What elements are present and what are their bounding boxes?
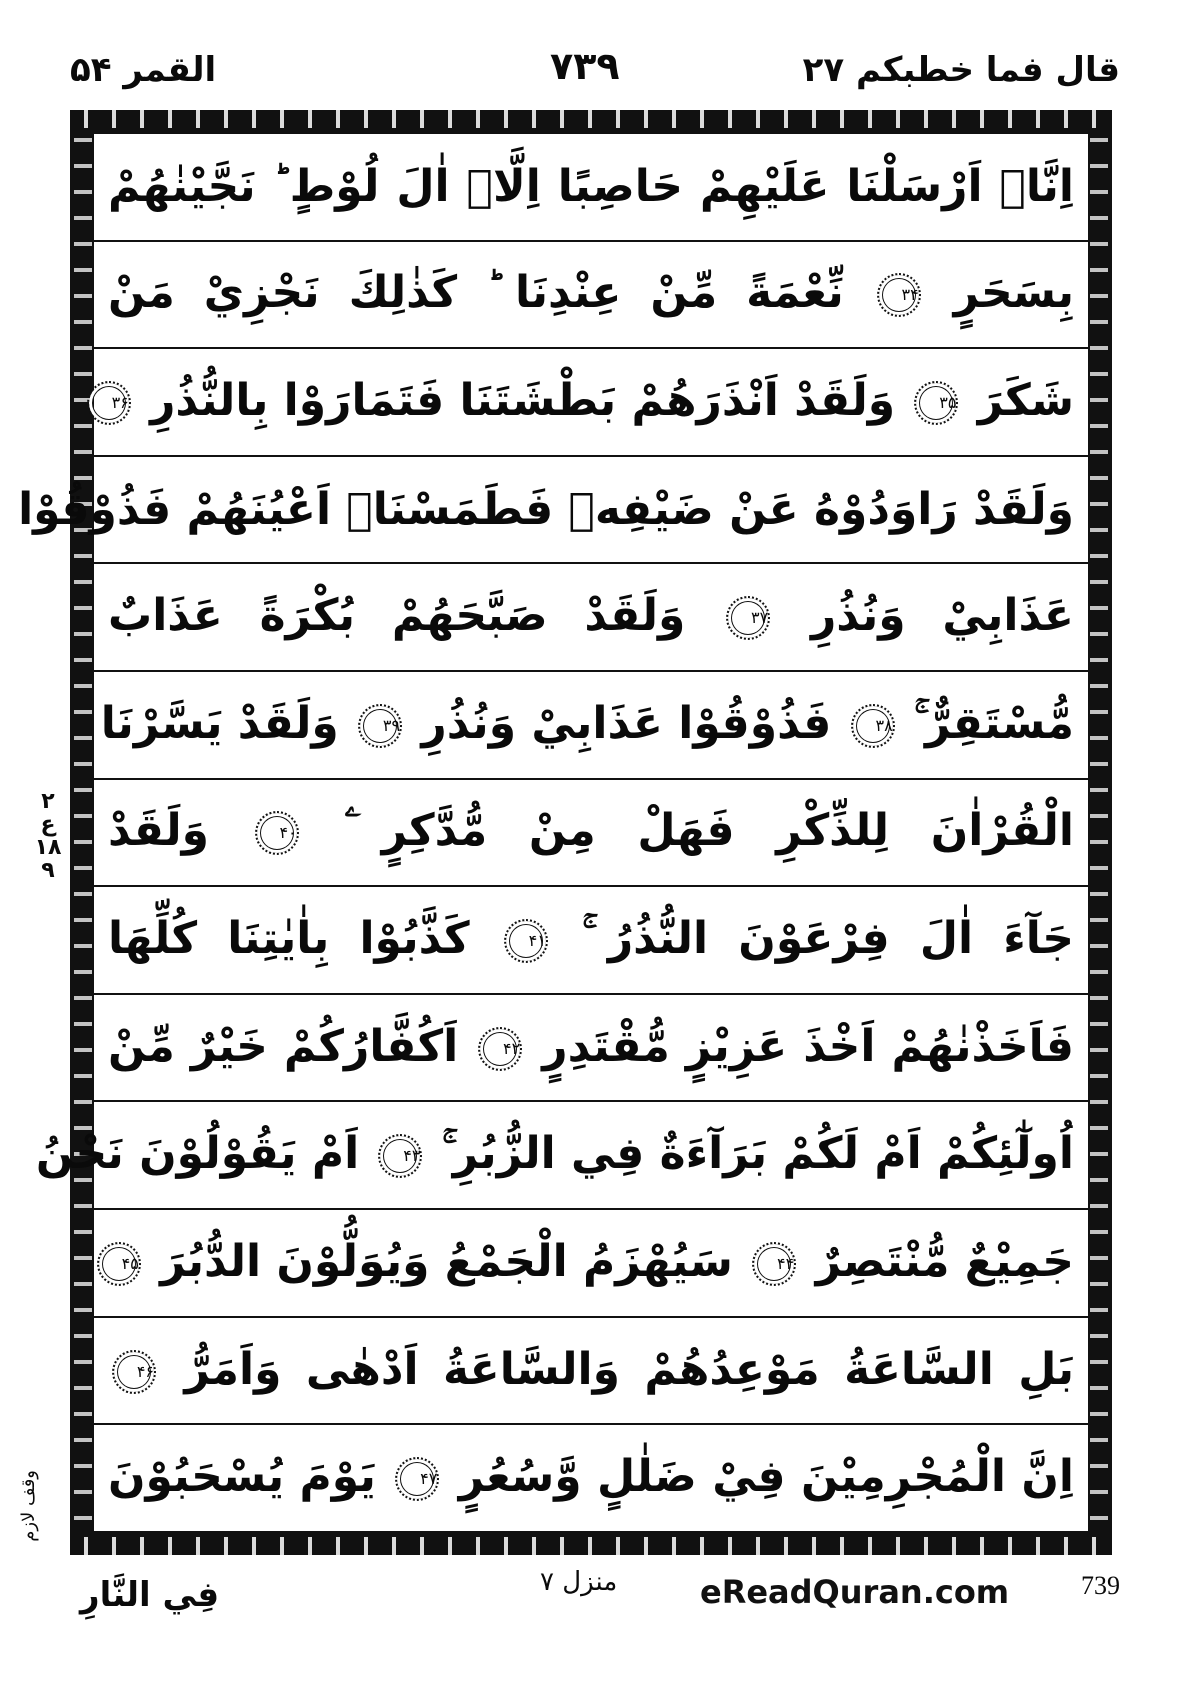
page-footer [70, 1567, 1120, 1635]
verse-text: وَلَقَدْ [108, 805, 209, 857]
verse-text: عَذَابِيْ وَنُذُرِ [810, 590, 1074, 642]
verse-text: وَلَقَدْ يَسَّرْنَا [100, 697, 339, 749]
ruku-verse-count: ۹ [41, 858, 55, 884]
verse-text: فَذُوْقُوْا عَذَابِيْ وَنُذُرِ [421, 697, 832, 749]
verse-text: اَمْ يَقُوْلُوْنَ نَحْنُ [35, 1128, 360, 1180]
website-link[interactable]: eReadQuran.com [700, 1573, 1010, 1611]
verse-line-1 [94, 134, 1088, 242]
verse-text: بِسَحَرٍ [953, 267, 1074, 319]
ruku-count: ۲ [41, 789, 55, 814]
verse-line-8 [94, 887, 1088, 995]
verse-text: وَلَقَدْ صَبَّحَهُمْ بُكْرَةً عَذَابٌ [108, 590, 686, 642]
ruku-symbol-icon: ع [40, 812, 56, 838]
verse-text: وَلَقَدْ رَاوَدُوْهُ عَنْ ضَيْفِهٖ فَطَمَسْنَاۤ اَعْيُنَهُمْ فَذُوْقُوْا [18, 483, 1074, 535]
verse-line-7 [94, 780, 1088, 888]
frame-ornament-top [70, 110, 1112, 128]
verse-line-9 [94, 995, 1088, 1103]
verse-line-13 [94, 1425, 1088, 1531]
ayah-number-marker-icon: ۴۱ [504, 919, 548, 963]
ayah-number-marker-icon: ۴۵ [97, 1242, 141, 1286]
verse-text: سَيُهْزَمُ الْجَمْعُ وَيُوَلُّوْنَ الدُّبُرَ [160, 1235, 733, 1287]
catchword: فِي النَّارِ [80, 1575, 220, 1615]
verse-text: بَلِ السَّاعَةُ مَوْعِدُهُمْ وَالسَّاعَةُ اَدْهٰى وَاَمَرُّ [184, 1343, 1074, 1395]
ayah-number-marker-icon: ۴۳ [378, 1134, 422, 1178]
verse-text: اُولٰٓئِكُمْ اَمْ لَكُمْ بَرَآءَةٌ فِي الزُّبُرِ ۚ [441, 1128, 1074, 1180]
verse-text: كَذَّبُوْا بِاٰيٰتِنَا كُلِّهَا [108, 913, 470, 965]
ayah-number-marker-icon: ۴۷ [395, 1457, 439, 1501]
verse-text: الْقُرْاٰنَ لِلذِّكْرِ فَهَلْ مِنْ مُّدَّكِرٍ ۧ [344, 805, 1075, 857]
verse-text: اِنَّاۤ اَرْسَلْنَا عَلَيْهِمْ حَاصِبًا اِلَّاۤ اٰلَ لُوْطٍ ؕ نَجَّيْنٰهُمْ [108, 160, 1074, 212]
manzil-label: منزل ۷ [540, 1567, 618, 1597]
verse-line-2 [94, 242, 1088, 350]
verse-text: اَكُفَّارُكُمْ خَيْرٌ مِّنْ [108, 1020, 459, 1072]
verse-text: يَوْمَ يُسْحَبُوْنَ [108, 1451, 376, 1503]
ayah-number-marker-icon: ۳۶ [87, 381, 131, 425]
verse-text: فَاَخَذْنٰهُمْ اَخْذَ عَزِيْزٍ مُّقْتَدِرٍ [542, 1020, 1074, 1072]
ayah-number-marker-icon: ۳۷ [726, 596, 770, 640]
verse-text: جَآءَ اٰلَ فِرْعَوْنَ النُّذُرُ ۚ [581, 913, 1074, 965]
verse-line-4 [18, 457, 1088, 565]
verse-text: نِّعْمَةً مِّنْ عِنْدِنَا ؕ كَذٰلِكَ نَجْزِيْ مَنْ [108, 267, 844, 319]
page-number-arabic: ۷۳۹ [550, 44, 620, 88]
ayah-number-marker-icon: ۳۴ [877, 273, 921, 317]
ayah-number-marker-icon: ۳۹ [358, 704, 402, 748]
ayah-number-marker-icon: ۴۴ [752, 1242, 796, 1286]
ayah-number-marker-icon: ۳۸ [851, 704, 895, 748]
ayah-number-marker-icon: ۴۰ [255, 811, 299, 855]
ruku-marker [30, 790, 66, 882]
verse-text: اِنَّ الْمُجْرِمِيْنَ فِيْ ضَلٰلٍ وَّسُعُرٍ [458, 1451, 1074, 1503]
verse-text: شَكَرَ [977, 375, 1074, 427]
verse-line-3 [94, 349, 1088, 457]
waqf-note: وقف لازم [18, 1470, 39, 1542]
surah-name: القمر ۵۴ [70, 50, 217, 90]
page-number: 739 [1081, 1571, 1120, 1600]
juz-name: قال فما خطبكم ۲۷ [802, 50, 1120, 90]
verse-text: جَمِيْعٌ مُّنْتَصِرٌ [815, 1235, 1074, 1287]
verse-line-5 [94, 564, 1088, 672]
verse-line-11 [94, 1210, 1088, 1318]
verse-line-6 [94, 672, 1088, 780]
ayah-number-marker-icon: ۴۶ [112, 1350, 156, 1394]
verse-line-10 [35, 1102, 1088, 1210]
page-header [70, 44, 1120, 100]
verse-text: مُّسْتَقِرٌّ ۚ [913, 697, 1074, 749]
verse-line-12 [94, 1318, 1088, 1426]
ayah-number-marker-icon: ۴۲ [478, 1027, 522, 1071]
frame-ornament-bottom [70, 1537, 1112, 1555]
ruku-number: ۱۸ [34, 835, 62, 861]
ayah-number-marker-icon: ۳۵ [914, 381, 958, 425]
verse-text: وَلَقَدْ اَنْذَرَهُمْ بَطْشَتَنَا فَتَمَارَوْا بِالنُّذُرِ [150, 375, 896, 427]
